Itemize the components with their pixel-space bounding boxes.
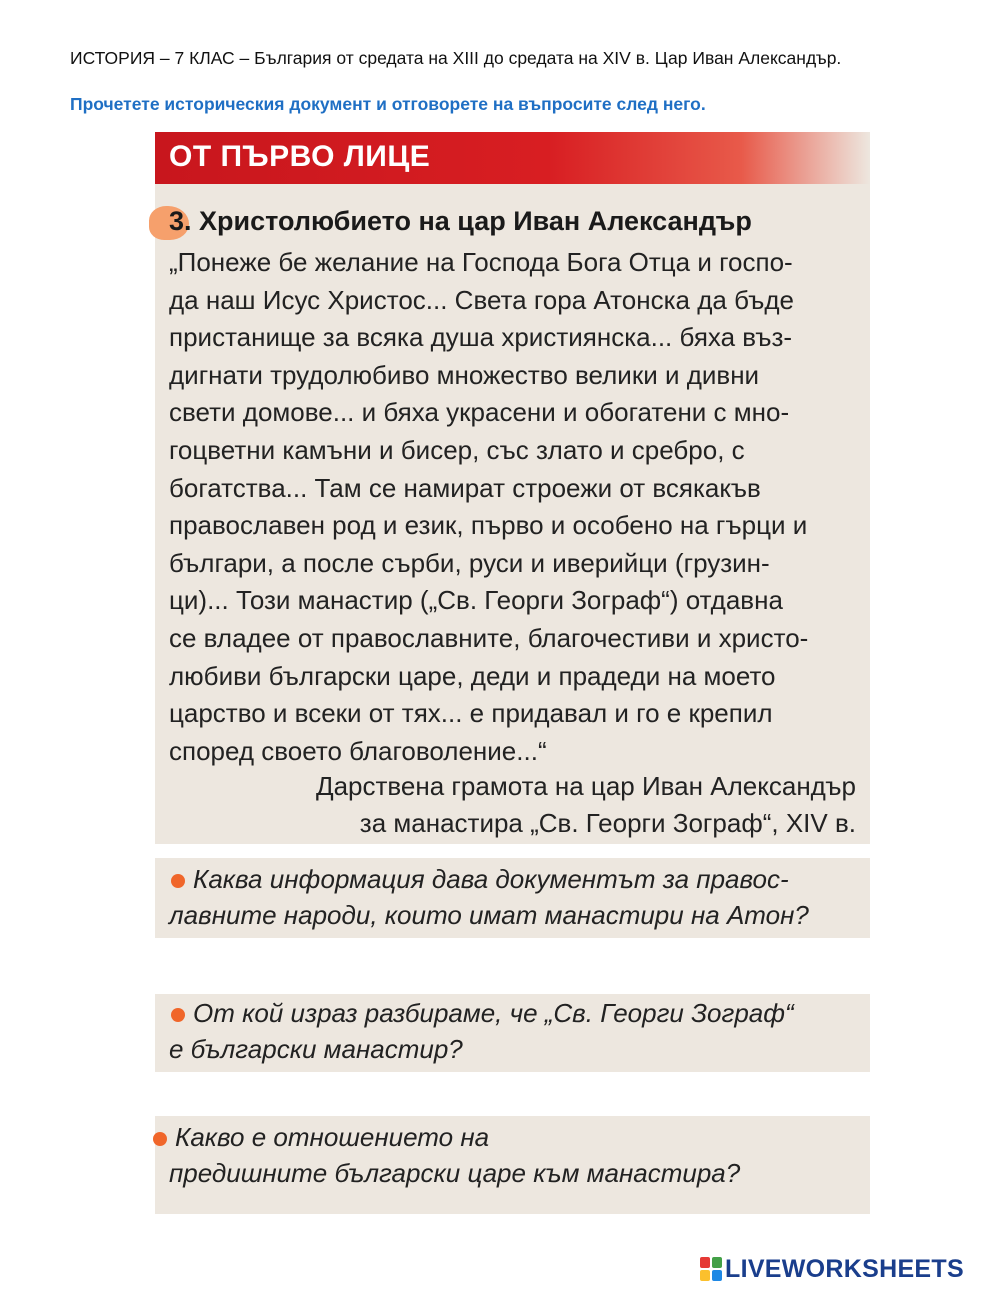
section-banner [155,132,870,184]
document-line: любиви български царе, деди и прадеди на моето [169,660,776,691]
document-heading: 3. Христолюбието на цар Иван Александър [169,206,752,236]
liveworksheets-logo[interactable] [700,1254,964,1284]
liveworksheets-icon [700,1257,722,1281]
question-2-line-1: От кой израз разбираме, че „Св. Георги Зограф“ [193,998,794,1028]
document-line: да наш Исус Христос... Света гора Атонска да бъде [169,284,794,315]
historical-document-panel [155,132,870,844]
document-line: богатства... Там се намират строежи от всякакъв [169,472,761,503]
document-line: „Понеже бе желание на Господа Бога Отца и госпо- [169,247,793,277]
document-line: според своето благоволение...“ [169,735,547,766]
question-box-1 [155,858,870,938]
question-1-line-2: лавните народи, които имат манастири на Атон? [169,900,809,930]
question-3-line-2: предишните български царе към манастира? [169,1158,741,1188]
worksheet-instruction: Прочетете историческия документ и отговорете на въпросите след него. [70,94,706,114]
document-text [169,244,859,770]
document-line: българи, а после сърби, руси и иверийци (грузин- [169,547,770,578]
document-line: ци)... Този манастир („Св. Георги Зограф“) отдавна [169,585,783,616]
worksheet-subject-line: ИСТОРИЯ – 7 КЛАС – България от средата на XIII до средата на XIV в. Цар Иван Александър. [70,48,842,68]
document-line: гоцветни камъни и бисер, със злато и сребро, с [169,434,745,465]
question-box-2 [155,994,870,1072]
document-line: свети домове... и бяха украсени и обогатени с мно- [169,397,790,428]
question-2-line-2: е български манастир? [169,1034,463,1064]
document-line: се владее от православните, благочестиви и христо- [169,622,809,653]
source-line: Дарствена грамота на цар Иван Александър [315,771,856,801]
source-line: за манастира „Св. Георги Зограф“, XIV в. [359,808,856,838]
bullet-icon [153,1132,167,1146]
document-line: царство и всеки от тях... е придавал и го е крепил [169,698,773,729]
question-box-3 [155,1116,870,1214]
logo-text: LIVEWORKSHEETS [725,1254,964,1283]
banner-title: ОТ ПЪРВО ЛИЦЕ [169,140,431,173]
question-3-line-1: Какво е отношението на [175,1122,490,1152]
document-line: православен род и език, първо и особено на гърци и [169,510,808,541]
bullet-icon [171,874,185,888]
bullet-icon [171,1008,185,1022]
document-source [316,768,856,842]
question-1-line-1: Каква информация дава документът за правос- [193,864,789,894]
document-line: пристанище за всяка душа християнска... бяха въз- [169,322,793,353]
document-line: дигнати трудолюбиво множество велики и дивни [169,359,760,390]
